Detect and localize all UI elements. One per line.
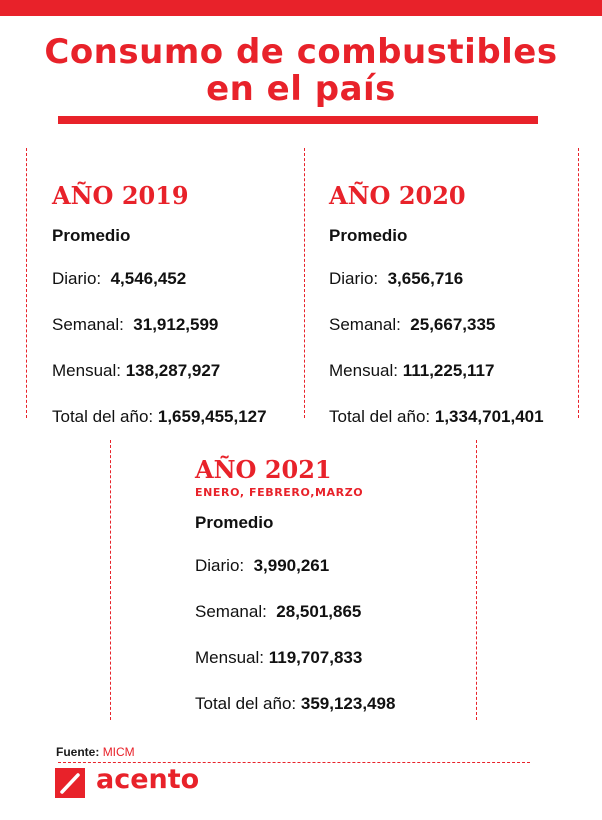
stat-row-total: [329, 407, 544, 427]
stat-label: Diario:: [329, 269, 379, 288]
stat-value: 138,287,927: [125, 361, 221, 380]
divider-2021-right: [476, 440, 477, 720]
average-label: Promedio: [52, 226, 131, 245]
divider-left: [26, 148, 27, 418]
stat-value: 28,501,865: [276, 602, 362, 621]
source-label: Fuente:: [56, 745, 100, 759]
stat-value: 1,334,701,401: [434, 407, 544, 426]
stat-value: 25,667,335: [410, 315, 496, 334]
year-block-2019: [52, 182, 267, 427]
stat-label: Diario:: [52, 269, 102, 288]
stat-label: Mensual:: [195, 648, 264, 667]
stat-value: 1,659,455,127: [157, 407, 267, 426]
stat-label: Mensual:: [329, 361, 398, 380]
divider-middle: [304, 148, 305, 418]
period-subtitle: ENERO, FEBRERO,MARZO: [195, 486, 364, 499]
stat-value: 31,912,599: [133, 315, 219, 334]
title-line-1: Consumo de combustibles: [44, 32, 558, 72]
stat-row-total: [195, 694, 395, 714]
stat-row-total: [52, 407, 267, 427]
source-note: [56, 745, 135, 759]
year-heading: AÑO 2021: [195, 455, 332, 484]
stat-row-weekly: [52, 315, 267, 335]
stat-row-weekly: [195, 602, 395, 622]
stat-row-monthly: [52, 361, 267, 381]
year-block-2021: [195, 456, 395, 714]
footer-divider: [58, 762, 530, 763]
slash-icon: [55, 768, 85, 798]
stat-value: 3,656,716: [387, 269, 464, 288]
stat-label: Semanal:: [52, 315, 124, 334]
title-line-2: en el país: [206, 69, 396, 109]
stat-row-monthly: [329, 361, 544, 381]
stat-value: 111,225,117: [402, 361, 495, 380]
stat-value: 359,123,498: [300, 694, 396, 713]
divider-right: [578, 148, 579, 418]
average-label: Promedio: [329, 226, 408, 245]
acento-logo: acento: [96, 764, 200, 795]
stat-label: Semanal:: [195, 602, 267, 621]
stat-row-monthly: [195, 648, 395, 668]
stat-value: 119,707,833: [268, 648, 363, 667]
year-block-2020: [329, 182, 544, 427]
average-label: Promedio: [195, 513, 274, 532]
page-title: [0, 34, 602, 108]
stat-label: Total del año:: [52, 407, 154, 426]
top-accent-bar: [0, 0, 602, 16]
stat-label: Total del año:: [195, 694, 297, 713]
title-underline: [58, 116, 538, 124]
acento-slash-icon: [55, 768, 85, 798]
stat-label: Diario:: [195, 556, 245, 575]
stat-label: Semanal:: [329, 315, 401, 334]
stat-value: 4,546,452: [110, 269, 187, 288]
stat-label: Total del año:: [329, 407, 431, 426]
year-heading: AÑO 2020: [329, 181, 466, 210]
stat-row-weekly: [329, 315, 544, 335]
source-value: MICM: [102, 745, 135, 759]
stat-row-daily: [195, 556, 395, 576]
year-heading: AÑO 2019: [52, 181, 189, 210]
stat-label: Mensual:: [52, 361, 121, 380]
stat-row-daily: [52, 269, 267, 289]
stat-value: 3,990,261: [253, 556, 330, 575]
divider-2021-left: [110, 440, 111, 720]
stat-row-daily: [329, 269, 544, 289]
